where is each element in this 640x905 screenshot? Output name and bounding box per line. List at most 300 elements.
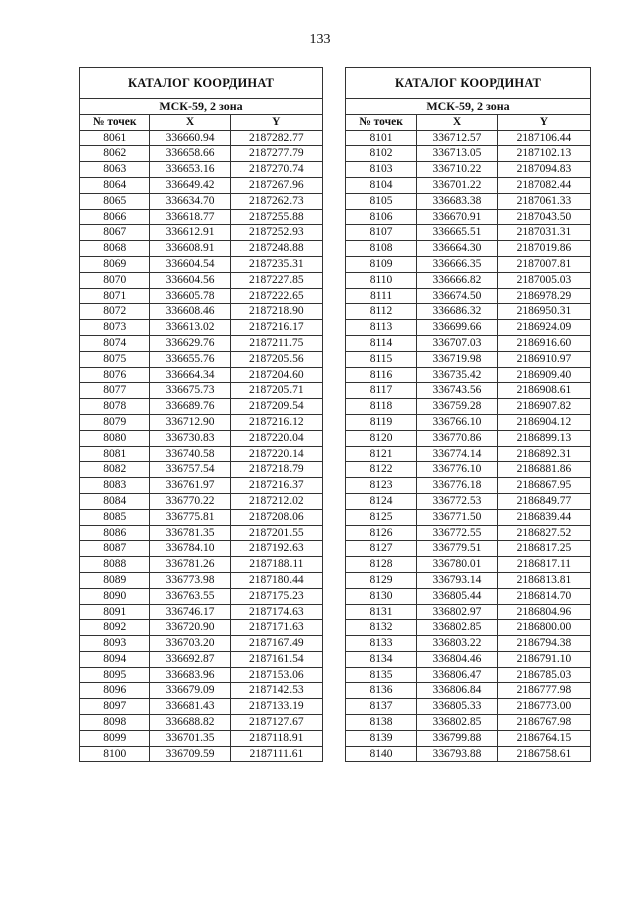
x-coordinate-cell: 336679.09	[150, 683, 230, 699]
point-number-cell: 8111	[346, 288, 417, 304]
point-number-cell: 8078	[80, 399, 150, 415]
table-row	[80, 604, 323, 620]
y-coordinate-cell: 2186924.09	[497, 320, 590, 336]
point-number-cell: 8119	[346, 414, 417, 430]
table-row	[346, 241, 591, 257]
point-number-cell: 8120	[346, 430, 417, 446]
column-header-point-number: № точек	[80, 114, 150, 130]
y-coordinate-cell: 2187106.44	[497, 130, 590, 146]
coordinate-catalog-right	[345, 67, 591, 762]
point-number-cell: 8106	[346, 209, 417, 225]
y-coordinate-cell: 2186804.96	[497, 604, 590, 620]
y-coordinate-cell: 2187161.54	[230, 651, 322, 667]
table-row	[80, 667, 323, 683]
y-coordinate-cell: 2187205.56	[230, 351, 322, 367]
table-row	[80, 462, 323, 478]
point-number-cell: 8115	[346, 351, 417, 367]
x-coordinate-cell: 336605.78	[150, 288, 230, 304]
table-row	[80, 699, 323, 715]
point-number-cell: 8138	[346, 715, 417, 731]
table-row	[346, 130, 591, 146]
table-row	[80, 541, 323, 557]
point-number-cell: 8074	[80, 335, 150, 351]
y-coordinate-cell: 2187031.31	[497, 225, 590, 241]
x-coordinate-cell: 336757.54	[150, 462, 230, 478]
x-coordinate-cell: 336804.46	[417, 651, 498, 667]
y-coordinate-cell: 2187248.88	[230, 241, 322, 257]
y-coordinate-cell: 2186777.98	[497, 683, 590, 699]
x-coordinate-cell: 336720.90	[150, 620, 230, 636]
point-number-cell: 8075	[80, 351, 150, 367]
point-number-cell: 8084	[80, 493, 150, 509]
table-row	[346, 225, 591, 241]
x-coordinate-cell: 336773.98	[150, 572, 230, 588]
x-coordinate-cell: 336803.22	[417, 636, 498, 652]
x-coordinate-cell: 336658.66	[150, 146, 230, 162]
point-number-cell: 8094	[80, 651, 150, 667]
table-row	[346, 730, 591, 746]
y-coordinate-cell: 2187267.96	[230, 177, 322, 193]
x-coordinate-cell: 336604.56	[150, 272, 230, 288]
y-coordinate-cell: 2187005.03	[497, 272, 590, 288]
table-row	[80, 715, 323, 731]
point-number-cell: 8114	[346, 335, 417, 351]
y-coordinate-cell: 2186773.00	[497, 699, 590, 715]
table-row	[346, 651, 591, 667]
table-row	[80, 209, 323, 225]
x-coordinate-cell: 336703.20	[150, 636, 230, 652]
y-coordinate-cell: 2186814.70	[497, 588, 590, 604]
point-number-cell: 8135	[346, 667, 417, 683]
point-number-cell: 8098	[80, 715, 150, 731]
table-row	[80, 446, 323, 462]
table-row	[80, 272, 323, 288]
x-coordinate-cell: 336776.18	[417, 478, 498, 494]
table-row	[346, 304, 591, 320]
x-coordinate-cell: 336772.55	[417, 525, 498, 541]
y-coordinate-cell: 2186785.03	[497, 667, 590, 683]
point-number-cell: 8108	[346, 241, 417, 257]
y-coordinate-cell: 2187208.06	[230, 509, 322, 525]
table-row	[346, 588, 591, 604]
x-coordinate-cell: 336779.51	[417, 541, 498, 557]
point-number-cell: 8112	[346, 304, 417, 320]
table-row	[80, 509, 323, 525]
y-coordinate-cell: 2187133.19	[230, 699, 322, 715]
point-number-cell: 8129	[346, 572, 417, 588]
y-coordinate-cell: 2187043.50	[497, 209, 590, 225]
point-number-cell: 8065	[80, 193, 150, 209]
table-row	[80, 588, 323, 604]
x-coordinate-cell: 336746.17	[150, 604, 230, 620]
y-coordinate-cell: 2187204.60	[230, 367, 322, 383]
x-coordinate-cell: 336608.46	[150, 304, 230, 320]
y-coordinate-cell: 2186800.00	[497, 620, 590, 636]
point-number-cell: 8089	[80, 572, 150, 588]
x-coordinate-cell: 336781.35	[150, 525, 230, 541]
table-row	[346, 572, 591, 588]
table-row	[80, 730, 323, 746]
y-coordinate-cell: 2187007.81	[497, 256, 590, 272]
table-row	[346, 715, 591, 731]
table-row	[80, 651, 323, 667]
x-coordinate-cell: 336793.14	[417, 572, 498, 588]
y-coordinate-cell: 2187216.12	[230, 414, 322, 430]
column-header-x: X	[150, 114, 230, 130]
point-number-cell: 8090	[80, 588, 150, 604]
table-row	[80, 162, 323, 178]
table-row	[80, 557, 323, 573]
y-coordinate-cell: 2187192.63	[230, 541, 322, 557]
point-number-cell: 8070	[80, 272, 150, 288]
table-row	[346, 335, 591, 351]
point-number-cell: 8063	[80, 162, 150, 178]
table-row	[80, 572, 323, 588]
point-number-cell: 8092	[80, 620, 150, 636]
x-coordinate-cell: 336730.83	[150, 430, 230, 446]
x-coordinate-cell: 336781.26	[150, 557, 230, 573]
point-number-cell: 8067	[80, 225, 150, 241]
point-number-cell: 8132	[346, 620, 417, 636]
point-number-cell: 8088	[80, 557, 150, 573]
x-coordinate-cell: 336649.42	[150, 177, 230, 193]
table-row	[80, 335, 323, 351]
point-number-cell: 8086	[80, 525, 150, 541]
x-coordinate-cell: 336780.01	[417, 557, 498, 573]
catalog-title: КАТАЛОГ КООРДИНАТ	[346, 68, 591, 99]
x-coordinate-cell: 336719.98	[417, 351, 498, 367]
y-coordinate-cell: 2186839.44	[497, 509, 590, 525]
point-number-cell: 8136	[346, 683, 417, 699]
point-number-cell: 8134	[346, 651, 417, 667]
x-coordinate-cell: 336806.84	[417, 683, 498, 699]
x-coordinate-cell: 336712.90	[150, 414, 230, 430]
y-coordinate-cell: 2187118.91	[230, 730, 322, 746]
y-coordinate-cell: 2187082.44	[497, 177, 590, 193]
table-row	[80, 367, 323, 383]
point-number-cell: 8079	[80, 414, 150, 430]
table-row	[346, 414, 591, 430]
table-row	[80, 383, 323, 399]
point-number-cell: 8081	[80, 446, 150, 462]
point-number-cell: 8066	[80, 209, 150, 225]
x-coordinate-cell: 336674.50	[417, 288, 498, 304]
x-coordinate-cell: 336686.32	[417, 304, 498, 320]
x-coordinate-cell: 336771.50	[417, 509, 498, 525]
y-coordinate-cell: 2187216.17	[230, 320, 322, 336]
y-coordinate-cell: 2187019.86	[497, 241, 590, 257]
point-number-cell: 8103	[346, 162, 417, 178]
coordinate-zone: МСК-59, 2 зона	[346, 99, 591, 115]
y-coordinate-cell: 2187180.44	[230, 572, 322, 588]
table-row	[346, 272, 591, 288]
y-coordinate-cell: 2187282.77	[230, 130, 322, 146]
x-coordinate-cell: 336772.53	[417, 493, 498, 509]
point-number-cell: 8085	[80, 509, 150, 525]
x-coordinate-cell: 336634.70	[150, 193, 230, 209]
x-coordinate-cell: 336701.22	[417, 177, 498, 193]
point-number-cell: 8127	[346, 541, 417, 557]
x-coordinate-cell: 336774.14	[417, 446, 498, 462]
table-row	[346, 351, 591, 367]
x-coordinate-cell: 336665.51	[417, 225, 498, 241]
y-coordinate-cell: 2187205.71	[230, 383, 322, 399]
point-number-cell: 8097	[80, 699, 150, 715]
x-coordinate-cell: 336743.56	[417, 383, 498, 399]
y-coordinate-cell: 2187270.74	[230, 162, 322, 178]
point-number-cell: 8128	[346, 557, 417, 573]
table-row	[346, 446, 591, 462]
x-coordinate-cell: 336707.03	[417, 335, 498, 351]
table-row	[346, 683, 591, 699]
y-coordinate-cell: 2186904.12	[497, 414, 590, 430]
point-number-cell: 8139	[346, 730, 417, 746]
point-number-cell: 8131	[346, 604, 417, 620]
table-row	[346, 699, 591, 715]
x-coordinate-cell: 336699.66	[417, 320, 498, 336]
point-number-cell: 8068	[80, 241, 150, 257]
x-coordinate-cell: 336802.85	[417, 715, 498, 731]
table-row	[346, 462, 591, 478]
y-coordinate-cell: 2186907.82	[497, 399, 590, 415]
table-row	[346, 193, 591, 209]
y-coordinate-cell: 2186794.38	[497, 636, 590, 652]
x-coordinate-cell: 336613.02	[150, 320, 230, 336]
coordinate-zone: МСК-59, 2 зона	[80, 99, 323, 115]
table-row	[346, 493, 591, 509]
x-coordinate-cell: 336802.85	[417, 620, 498, 636]
y-coordinate-cell: 2187142.53	[230, 683, 322, 699]
table-row	[80, 304, 323, 320]
y-coordinate-cell: 2187255.88	[230, 209, 322, 225]
x-coordinate-cell: 336759.28	[417, 399, 498, 415]
point-number-cell: 8064	[80, 177, 150, 193]
table-row	[80, 320, 323, 336]
y-coordinate-cell: 2186791.10	[497, 651, 590, 667]
x-coordinate-cell: 336701.35	[150, 730, 230, 746]
x-coordinate-cell: 336740.58	[150, 446, 230, 462]
point-number-cell: 8077	[80, 383, 150, 399]
y-coordinate-cell: 2186909.40	[497, 367, 590, 383]
table-row	[80, 130, 323, 146]
point-number-cell: 8105	[346, 193, 417, 209]
x-coordinate-cell: 336689.76	[150, 399, 230, 415]
column-header-x: X	[417, 114, 498, 130]
x-coordinate-cell: 336608.91	[150, 241, 230, 257]
point-number-cell: 8121	[346, 446, 417, 462]
y-coordinate-cell: 2187277.79	[230, 146, 322, 162]
y-coordinate-cell: 2187212.02	[230, 493, 322, 509]
point-number-cell: 8099	[80, 730, 150, 746]
point-number-cell: 8140	[346, 746, 417, 762]
table-row	[346, 509, 591, 525]
y-coordinate-cell: 2187175.23	[230, 588, 322, 604]
table-row	[80, 493, 323, 509]
page-number: 133	[309, 32, 331, 47]
point-number-cell: 8126	[346, 525, 417, 541]
table-row	[80, 683, 323, 699]
point-number-cell: 8133	[346, 636, 417, 652]
y-coordinate-cell: 2187127.67	[230, 715, 322, 731]
point-number-cell: 8076	[80, 367, 150, 383]
table-row	[346, 636, 591, 652]
point-number-cell: 8069	[80, 256, 150, 272]
table-row	[346, 383, 591, 399]
table-row	[80, 256, 323, 272]
point-number-cell: 8109	[346, 256, 417, 272]
y-coordinate-cell: 2187218.79	[230, 462, 322, 478]
table-row	[346, 478, 591, 494]
table-row	[80, 430, 323, 446]
x-coordinate-cell: 336709.59	[150, 746, 230, 762]
point-number-cell: 8082	[80, 462, 150, 478]
table-row	[80, 177, 323, 193]
table-row	[346, 256, 591, 272]
point-number-cell: 8072	[80, 304, 150, 320]
y-coordinate-cell: 2187227.85	[230, 272, 322, 288]
table-row	[346, 399, 591, 415]
point-number-cell: 8100	[80, 746, 150, 762]
table-row	[346, 146, 591, 162]
y-coordinate-cell: 2187235.31	[230, 256, 322, 272]
point-number-cell: 8073	[80, 320, 150, 336]
x-coordinate-cell: 336710.22	[417, 162, 498, 178]
table-row	[346, 746, 591, 762]
y-coordinate-cell: 2187061.33	[497, 193, 590, 209]
y-coordinate-cell: 2186867.95	[497, 478, 590, 494]
x-coordinate-cell: 336666.35	[417, 256, 498, 272]
table-row	[80, 414, 323, 430]
y-coordinate-cell: 2186908.61	[497, 383, 590, 399]
y-coordinate-cell: 2187201.55	[230, 525, 322, 541]
point-number-cell: 8110	[346, 272, 417, 288]
table-row	[80, 636, 323, 652]
y-coordinate-cell: 2187102.13	[497, 146, 590, 162]
table-row	[346, 320, 591, 336]
x-coordinate-cell: 336612.91	[150, 225, 230, 241]
x-coordinate-cell: 336688.82	[150, 715, 230, 731]
y-coordinate-cell: 2186910.97	[497, 351, 590, 367]
x-coordinate-cell: 336805.33	[417, 699, 498, 715]
column-header-y: Y	[230, 114, 322, 130]
point-number-cell: 8130	[346, 588, 417, 604]
y-coordinate-cell: 2186978.29	[497, 288, 590, 304]
x-coordinate-cell: 336683.38	[417, 193, 498, 209]
y-coordinate-cell: 2187216.37	[230, 478, 322, 494]
x-coordinate-cell: 336766.10	[417, 414, 498, 430]
x-coordinate-cell: 336655.76	[150, 351, 230, 367]
table-row	[80, 241, 323, 257]
x-coordinate-cell: 336666.82	[417, 272, 498, 288]
x-coordinate-cell: 336770.86	[417, 430, 498, 446]
x-coordinate-cell: 336604.54	[150, 256, 230, 272]
y-coordinate-cell: 2186817.11	[497, 557, 590, 573]
point-number-cell: 8101	[346, 130, 417, 146]
y-coordinate-cell: 2187209.54	[230, 399, 322, 415]
table-row	[346, 541, 591, 557]
x-coordinate-cell: 336805.44	[417, 588, 498, 604]
x-coordinate-cell: 336683.96	[150, 667, 230, 683]
table-row	[80, 225, 323, 241]
table-row	[80, 525, 323, 541]
point-number-cell: 8061	[80, 130, 150, 146]
table-row	[80, 399, 323, 415]
y-coordinate-cell: 2187262.73	[230, 193, 322, 209]
table-row	[346, 525, 591, 541]
table-row	[80, 620, 323, 636]
point-number-cell: 8122	[346, 462, 417, 478]
x-coordinate-cell: 336793.88	[417, 746, 498, 762]
point-number-cell: 8118	[346, 399, 417, 415]
x-coordinate-cell: 336653.16	[150, 162, 230, 178]
table-row	[80, 288, 323, 304]
y-coordinate-cell: 2186950.31	[497, 304, 590, 320]
point-number-cell: 8107	[346, 225, 417, 241]
y-coordinate-cell: 2187252.93	[230, 225, 322, 241]
table-row	[346, 667, 591, 683]
column-header-point-number: № точек	[346, 114, 417, 130]
y-coordinate-cell: 2186827.52	[497, 525, 590, 541]
x-coordinate-cell: 336660.94	[150, 130, 230, 146]
point-number-cell: 8087	[80, 541, 150, 557]
y-coordinate-cell: 2186767.98	[497, 715, 590, 731]
point-number-cell: 8117	[346, 383, 417, 399]
y-coordinate-cell: 2187211.75	[230, 335, 322, 351]
x-coordinate-cell: 336618.77	[150, 209, 230, 225]
y-coordinate-cell: 2187188.11	[230, 557, 322, 573]
table-row	[80, 193, 323, 209]
x-coordinate-cell: 336806.47	[417, 667, 498, 683]
x-coordinate-cell: 336775.81	[150, 509, 230, 525]
point-number-cell: 8062	[80, 146, 150, 162]
y-coordinate-cell: 2186849.77	[497, 493, 590, 509]
x-coordinate-cell: 336664.30	[417, 241, 498, 257]
x-coordinate-cell: 336776.10	[417, 462, 498, 478]
table-row	[346, 430, 591, 446]
y-coordinate-cell: 2187174.63	[230, 604, 322, 620]
table-row	[80, 746, 323, 762]
x-coordinate-cell: 336664.34	[150, 367, 230, 383]
point-number-cell: 8091	[80, 604, 150, 620]
point-number-cell: 8102	[346, 146, 417, 162]
x-coordinate-cell: 336670.91	[417, 209, 498, 225]
table-row	[80, 351, 323, 367]
y-coordinate-cell: 2186758.61	[497, 746, 590, 762]
point-number-cell: 8123	[346, 478, 417, 494]
x-coordinate-cell: 336799.88	[417, 730, 498, 746]
x-coordinate-cell: 336761.97	[150, 478, 230, 494]
y-coordinate-cell: 2186764.15	[497, 730, 590, 746]
y-coordinate-cell: 2186813.81	[497, 572, 590, 588]
y-coordinate-cell: 2187222.65	[230, 288, 322, 304]
x-coordinate-cell: 336692.87	[150, 651, 230, 667]
table-row	[346, 557, 591, 573]
point-number-cell: 8096	[80, 683, 150, 699]
y-coordinate-cell: 2187094.83	[497, 162, 590, 178]
table-row	[346, 177, 591, 193]
y-coordinate-cell: 2186881.86	[497, 462, 590, 478]
table-row	[346, 288, 591, 304]
y-coordinate-cell: 2187171.63	[230, 620, 322, 636]
x-coordinate-cell: 336763.55	[150, 588, 230, 604]
table-row	[346, 209, 591, 225]
x-coordinate-cell: 336675.73	[150, 383, 230, 399]
table-row	[80, 146, 323, 162]
point-number-cell: 8093	[80, 636, 150, 652]
x-coordinate-cell: 336629.76	[150, 335, 230, 351]
y-coordinate-cell: 2187153.06	[230, 667, 322, 683]
point-number-cell: 8104	[346, 177, 417, 193]
